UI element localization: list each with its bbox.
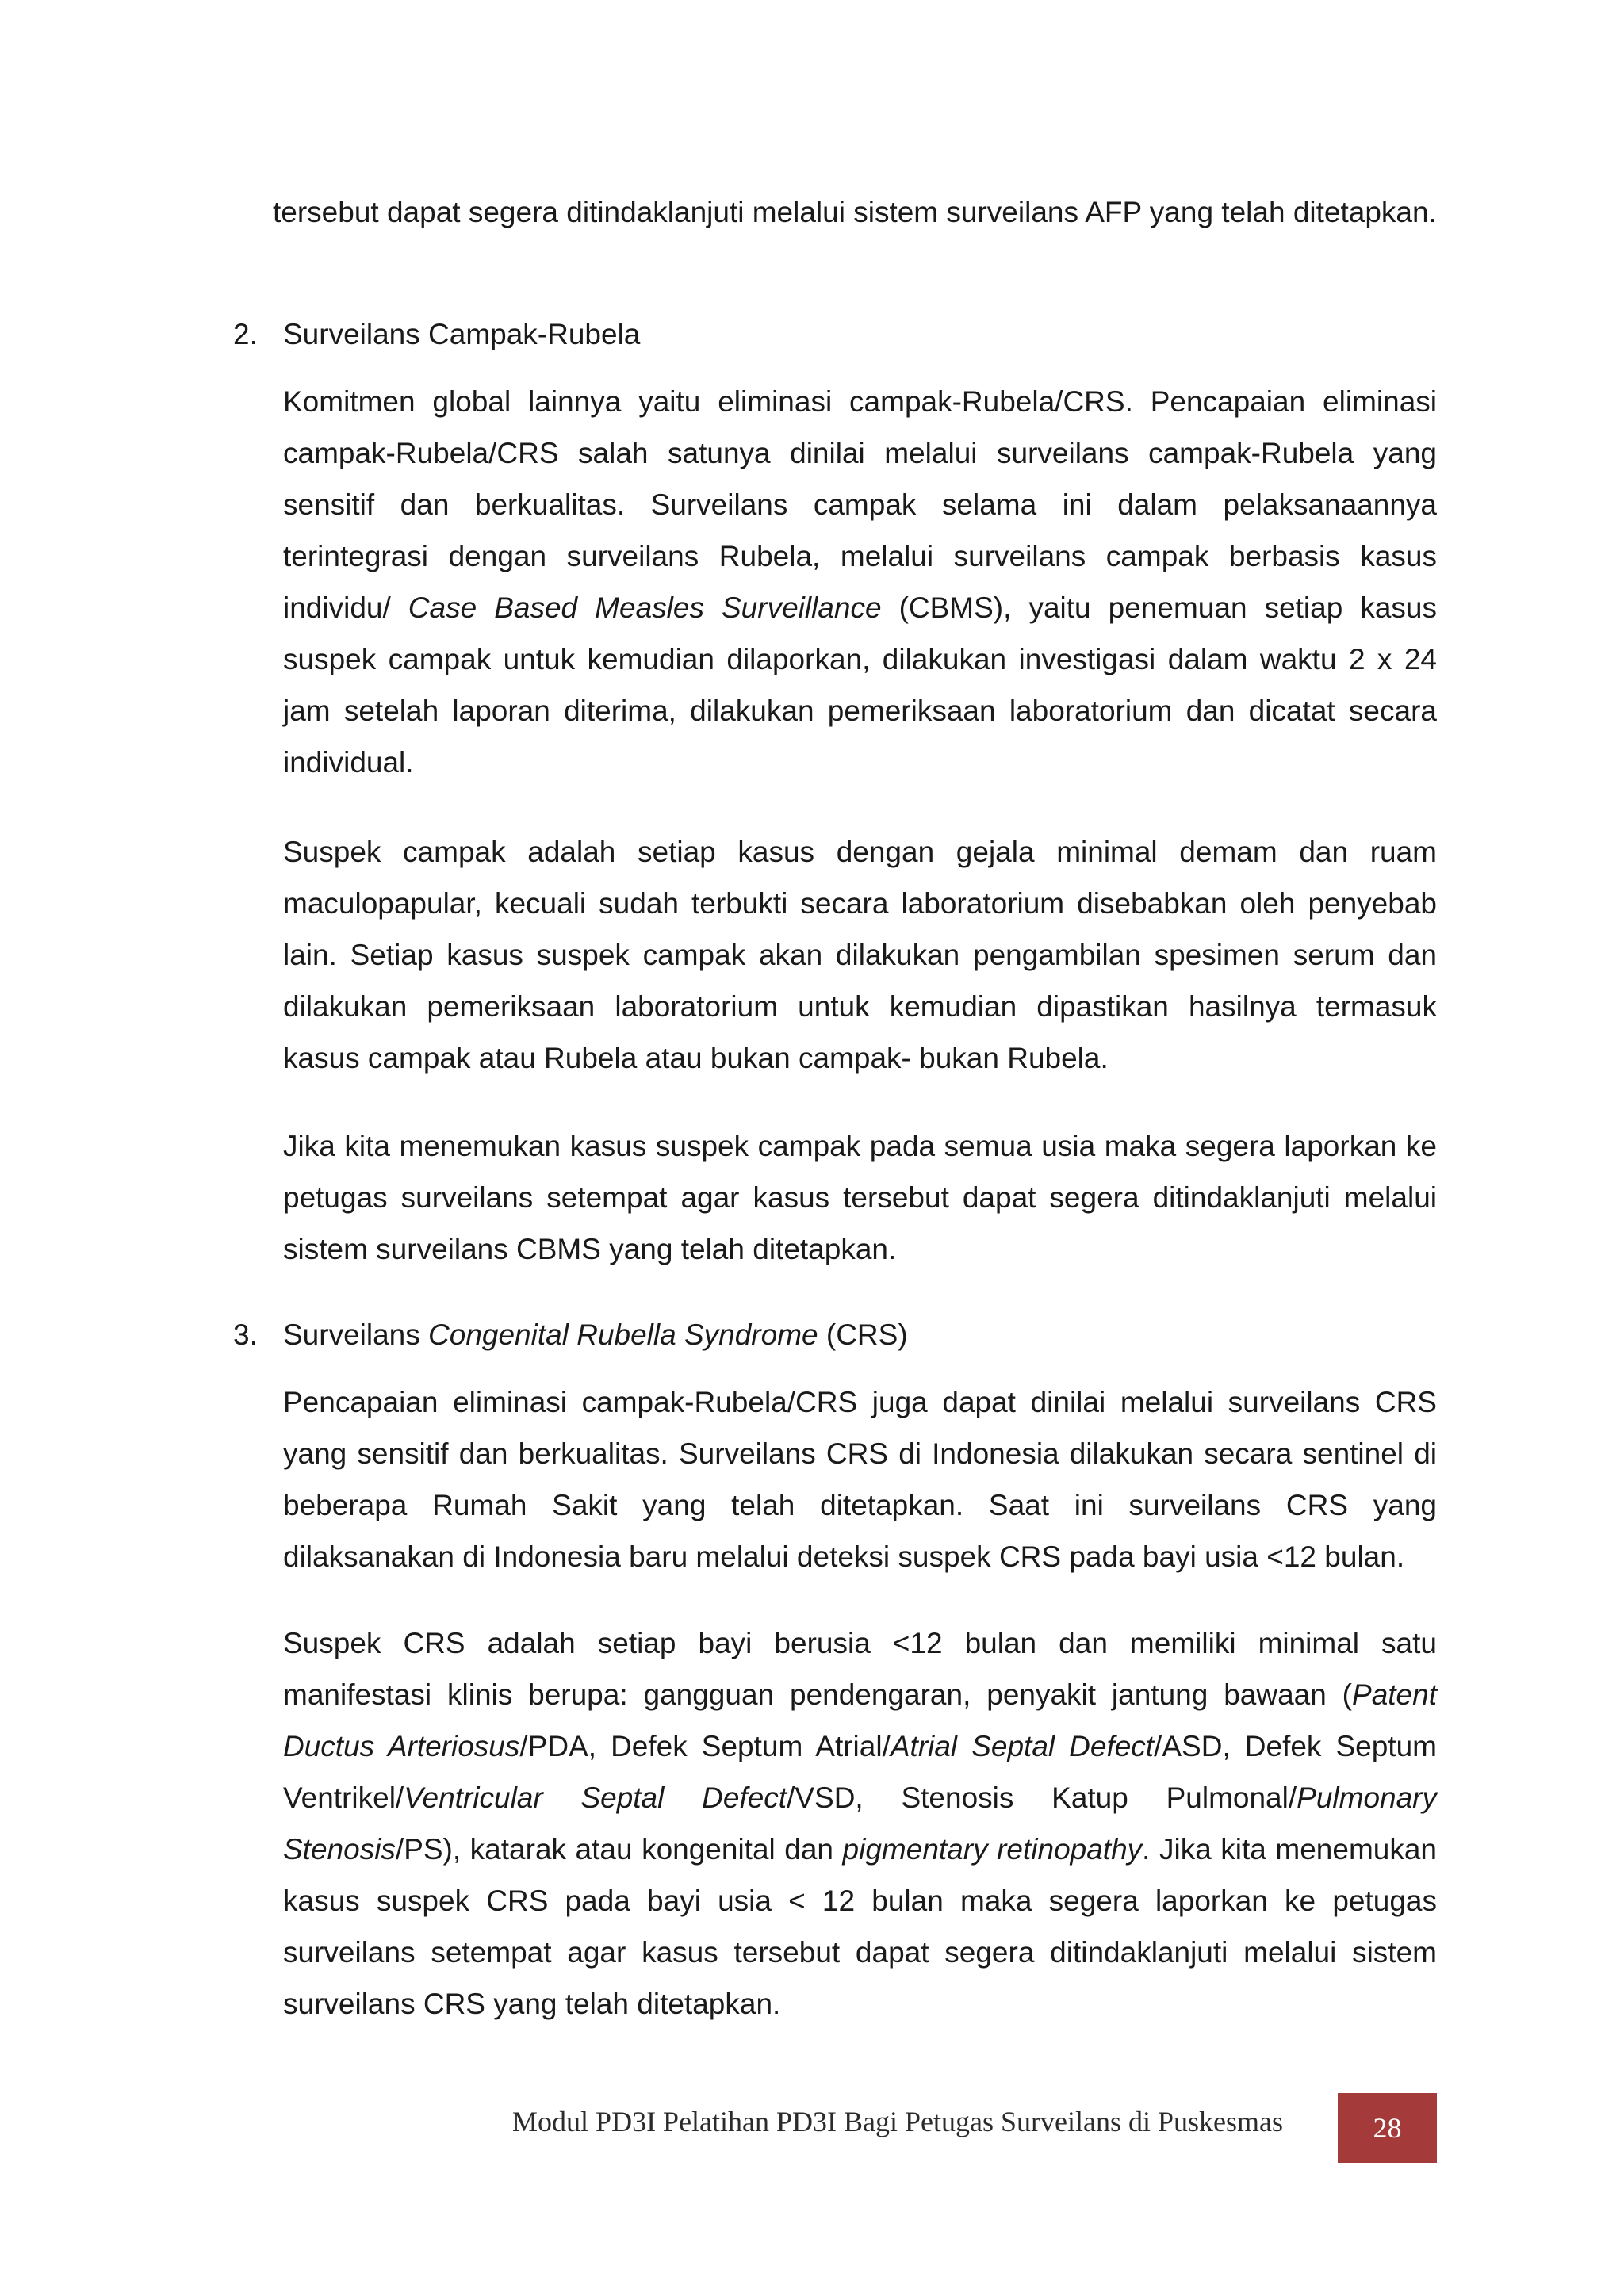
section-2-paragraph-1: Komitmen global lainnya yaitu eliminasi campak-Rubela/CRS. Pencapaian eliminasi campak-Rubela/CRS salah satunya dinilai melalui surveilans campak-Rubela yang sensitif dan berkualitas. Surveilans campak selama ini dalam pelaksanaannya terintegrasi dengan surveilans Rubela, melalui surveilans campak berbasis kasus individu/ Case Based Measles Surveillance (CBMS), yaitu penemuan setiap kasus suspek campak untuk kemudian dilaporkan, dilakukan investigasi dalam waktu 2 x 24 jam setelah laporan diterima, dilakukan pemeriksaan laboratorium dan dicatat secara individual. bbox=[283, 385, 1437, 779]
section-2-heading bbox=[233, 308, 640, 360]
section-2-number: 2. bbox=[233, 318, 258, 350]
section-3-paragraph-1: Pencapaian eliminasi campak-Rubela/CRS juga dapat dinilai melalui surveilans CRS yang sensitif dan berkualitas. Surveilans CRS di Indonesia dilakukan secara sentinel di beberapa Rumah Sakit yang telah ditetapkan. Saat ini surveilans CRS yang dilaksanakan di Indonesia baru melalui deteksi suspek CRS pada bayi usia <12 bulan. bbox=[283, 1386, 1437, 1573]
section-3-title: Surveilans Congenital Rubella Syndrome (CRS) bbox=[283, 1318, 908, 1351]
footer-title: Modul PD3I Pelatihan PD3I Bagi Petugas Surveilans di Puskesmas bbox=[512, 2106, 1283, 2137]
continuation-paragraph: tersebut dapat segera ditindaklanjuti melalui sistem surveilans AFP yang telah ditetapkan. bbox=[273, 196, 1437, 228]
page-number-badge: 28 bbox=[1338, 2093, 1437, 2163]
section-2-title: Surveilans Campak-Rubela bbox=[283, 318, 641, 350]
section-2-paragraph-3: Jika kita menemukan kasus suspek campak pada semua usia maka segera laporkan ke petugas surveilans setempat agar kasus tersebut dapat segera ditindaklanjuti melalui sistem surveilans CBMS yang telah ditetapkan. bbox=[283, 1130, 1437, 1265]
section-3-heading bbox=[233, 1309, 908, 1360]
section-3-number: 3. bbox=[233, 1318, 258, 1351]
section-3-paragraph-2: Suspek CRS adalah setiap bayi berusia <12 bulan dan memiliki minimal satu manifestasi klinis berupa: gangguan pendengaran, penyakit jantung bawaan (Patent Ductus Arteriosus/PDA, Defek Septum Atrial/Atrial Septal Defect/ASD, Defek Septum Ventrikel/Ventricular Septal Defect/VSD, Stenosis Katup Pulmonal/Pulmonary Stenosis/PS), katarak atau kongenital dan pigmentary retinopathy. Jika kita menemukan kasus suspek CRS pada bayi usia < 12 bulan maka segera laporkan ke petugas surveilans setempat agar kasus tersebut dapat segera ditindaklanjuti melalui sistem surveilans CRS yang telah ditetapkan. bbox=[283, 1627, 1437, 2020]
section-2-paragraph-2: Suspek campak adalah setiap kasus dengan gejala minimal demam dan ruam maculopapular, kecuali sudah terbukti secara laboratorium disebabkan oleh penyebab lain. Setiap kasus suspek campak akan dilakukan pengambilan spesimen serum dan dilakukan pemeriksaan laboratorium untuk kemudian dipastikan hasilnya termasuk kasus campak atau Rubela atau bukan campak- bukan Rubela. bbox=[283, 836, 1437, 1074]
